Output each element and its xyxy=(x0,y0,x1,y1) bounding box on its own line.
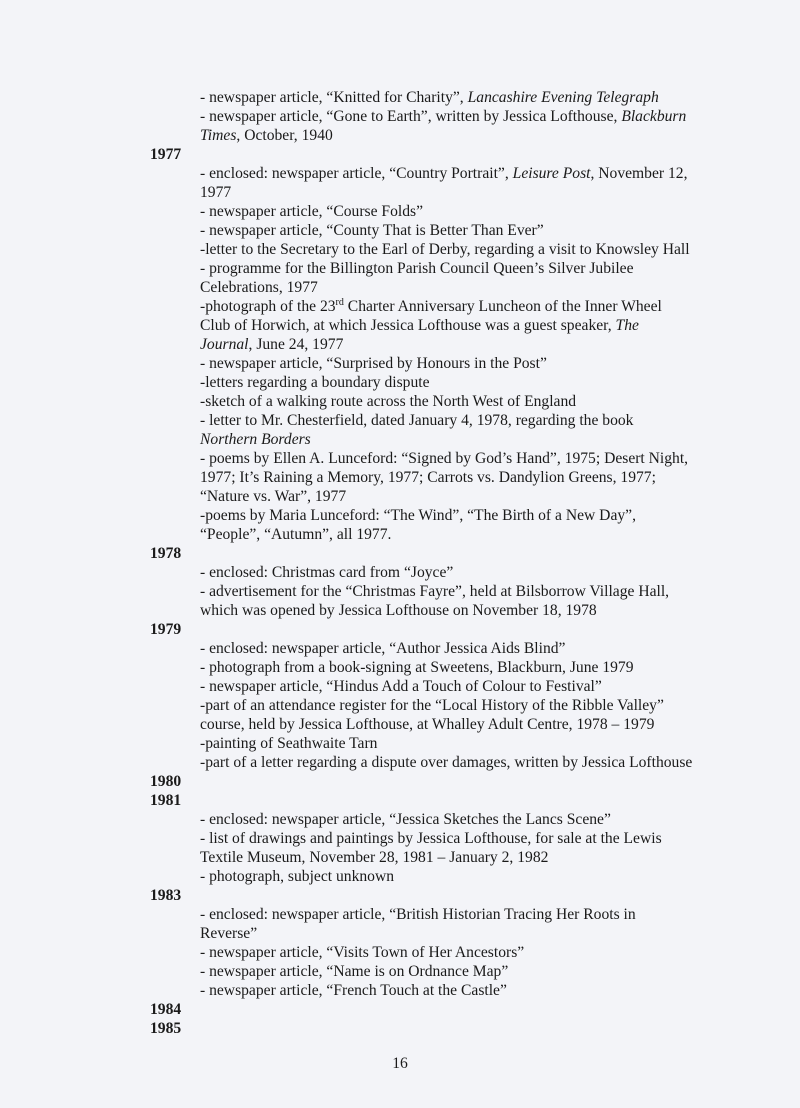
line-text: - enclosed: Christmas card from “Joyce” xyxy=(200,564,454,581)
line-text: - newspaper article, “Course Folds” xyxy=(200,203,424,220)
item-line xyxy=(150,183,720,202)
line-text: -poems by Maria Lunceford: “The Wind”, “The Birth of a New Day”, xyxy=(200,507,636,524)
line-text: -part of an attendance register for the “Local History of the Ribble Valley” xyxy=(200,697,664,714)
line-text: Club of Horwich, at which Jessica Lofthouse was a guest speaker, xyxy=(200,317,616,334)
line-text: - newspaper article, “Gone to Earth”, written by Jessica Lofthouse, xyxy=(200,108,622,125)
item-line xyxy=(150,468,720,487)
item-line xyxy=(150,905,720,924)
year-heading: 1980 xyxy=(150,773,182,790)
line-text: - newspaper article, “Visits Town of Her Ancestors” xyxy=(200,944,525,961)
italic-title: Leisure Post xyxy=(512,165,591,182)
line-text: - enclosed: newspaper article, “Jessica Sketches the Lancs Scene” xyxy=(200,811,611,828)
item-line xyxy=(150,696,720,715)
item-line xyxy=(150,734,720,753)
item-line xyxy=(150,848,720,867)
item-line xyxy=(150,430,720,449)
italic-title: Blackburn xyxy=(621,108,687,125)
document-body xyxy=(150,88,720,1038)
item-line xyxy=(150,126,720,145)
line-text: which was opened by Jessica Lofthouse on November 18, 1978 xyxy=(200,602,597,619)
line-text: - newspaper article, “Surprised by Honours in the Post” xyxy=(200,355,547,372)
line-text: - list of drawings and paintings by Jessica Lofthouse, for sale at the Lewis xyxy=(200,830,662,847)
superscript: rd xyxy=(335,296,344,308)
item-line xyxy=(150,373,720,392)
line-text: - newspaper article, “Knitted for Charity”, xyxy=(200,89,468,106)
italic-title: Journal xyxy=(200,336,249,353)
item-line xyxy=(150,316,720,335)
year-heading: 1984 xyxy=(150,1001,182,1018)
item-line xyxy=(150,221,720,240)
line-text: -sketch of a walking route across the North West of England xyxy=(200,393,577,410)
line-text: - newspaper article, “Name is on Ordnance Map” xyxy=(200,963,509,980)
item-line xyxy=(150,601,720,620)
line-text: Reverse” xyxy=(200,925,258,942)
item-line xyxy=(150,506,720,525)
line-text: Charter Anniversary Luncheon of the Inner Wheel xyxy=(343,298,662,315)
item-line xyxy=(150,107,720,126)
item-line xyxy=(150,829,720,848)
item-line xyxy=(150,392,720,411)
line-text: - advertisement for the “Christmas Fayre”, held at Bilsborrow Village Hall, xyxy=(200,583,670,600)
item-line xyxy=(150,753,720,772)
year-heading: 1978 xyxy=(150,545,182,562)
item-line xyxy=(150,525,720,544)
item-line xyxy=(150,962,720,981)
line-text: - newspaper article, “French Touch at the Castle” xyxy=(200,982,507,999)
item-line xyxy=(150,943,720,962)
line-text: - enclosed: newspaper article, “Author Jessica Aids Blind” xyxy=(200,640,566,657)
line-text: -part of a letter regarding a dispute over damages, written by Jessica Lofthouse xyxy=(200,754,693,771)
item-line xyxy=(150,677,720,696)
item-line xyxy=(150,354,720,373)
line-text: 1977; It’s Raining a Memory, 1977; Carrots vs. Dandylion Greens, 1977; xyxy=(200,469,656,486)
item-line xyxy=(150,449,720,468)
item-line xyxy=(150,278,720,297)
year-heading: 1979 xyxy=(150,621,182,638)
item-line xyxy=(150,981,720,1000)
line-text: - enclosed: newspaper article, “British Historian Tracing Her Roots in xyxy=(200,906,636,923)
item-line xyxy=(150,582,720,601)
line-text: Textile Museum, November 28, 1981 – January 2, 1982 xyxy=(200,849,549,866)
line-text: “People”, “Autumn”, all 1977. xyxy=(200,526,392,543)
italic-title: Times xyxy=(200,127,237,144)
line-text: - programme for the Billington Parish Council Queen’s Silver Jubilee xyxy=(200,260,634,277)
line-text: -letters regarding a boundary dispute xyxy=(200,374,430,391)
item-line xyxy=(150,639,720,658)
item-line xyxy=(150,240,720,259)
item-line xyxy=(150,164,720,183)
line-text: - enclosed: newspaper article, “Country Portrait”, xyxy=(200,165,513,182)
line-text: - poems by Ellen A. Lunceford: “Signed by God’s Hand”, 1975; Desert Night, xyxy=(200,450,689,467)
item-line xyxy=(150,335,720,354)
line-text: -letter to the Secretary to the Earl of Derby, regarding a visit to Knowsley Hall xyxy=(200,241,690,258)
line-text: - newspaper article, “County That is Better Than Ever” xyxy=(200,222,544,239)
line-text: , June 24, 1977 xyxy=(248,336,344,353)
item-line xyxy=(150,297,720,316)
line-text: 1977 xyxy=(200,184,232,201)
line-text: , November 12, xyxy=(590,165,688,182)
line-text: - photograph, subject unknown xyxy=(200,868,395,885)
year-heading: 1985 xyxy=(150,1020,182,1037)
item-line xyxy=(150,487,720,506)
item-line xyxy=(150,924,720,943)
line-text: , October, 1940 xyxy=(236,127,333,144)
line-text: -painting of Seathwaite Tarn xyxy=(200,735,378,752)
item-line xyxy=(150,563,720,582)
item-line xyxy=(150,658,720,677)
italic-title: The xyxy=(615,317,639,334)
line-text: course, held by Jessica Lofthouse, at Whalley Adult Centre, 1978 – 1979 xyxy=(200,716,655,733)
line-text: - letter to Mr. Chesterfield, dated January 4, 1978, regarding the book xyxy=(200,412,634,429)
line-text: Celebrations, 1977 xyxy=(200,279,318,296)
item-line xyxy=(150,810,720,829)
italic-title: Lancashire Evening Telegraph xyxy=(467,89,659,106)
page-number: 16 xyxy=(392,1055,408,1072)
line-text: -photograph of the 23 xyxy=(200,298,336,315)
italic-title: Northern Borders xyxy=(200,431,311,448)
year-heading: 1983 xyxy=(150,887,182,904)
item-line xyxy=(150,715,720,734)
item-line xyxy=(150,411,720,430)
item-line xyxy=(150,259,720,278)
line-text: - newspaper article, “Hindus Add a Touch of Colour to Festival” xyxy=(200,678,602,695)
item-line xyxy=(150,867,720,886)
line-text: “Nature vs. War”, 1977 xyxy=(200,488,347,505)
item-line xyxy=(150,88,720,107)
year-heading: 1981 xyxy=(150,792,182,809)
line-text: - photograph from a book-signing at Sweetens, Blackburn, June 1979 xyxy=(200,659,634,676)
year-heading: 1977 xyxy=(150,146,182,163)
item-line xyxy=(150,202,720,221)
